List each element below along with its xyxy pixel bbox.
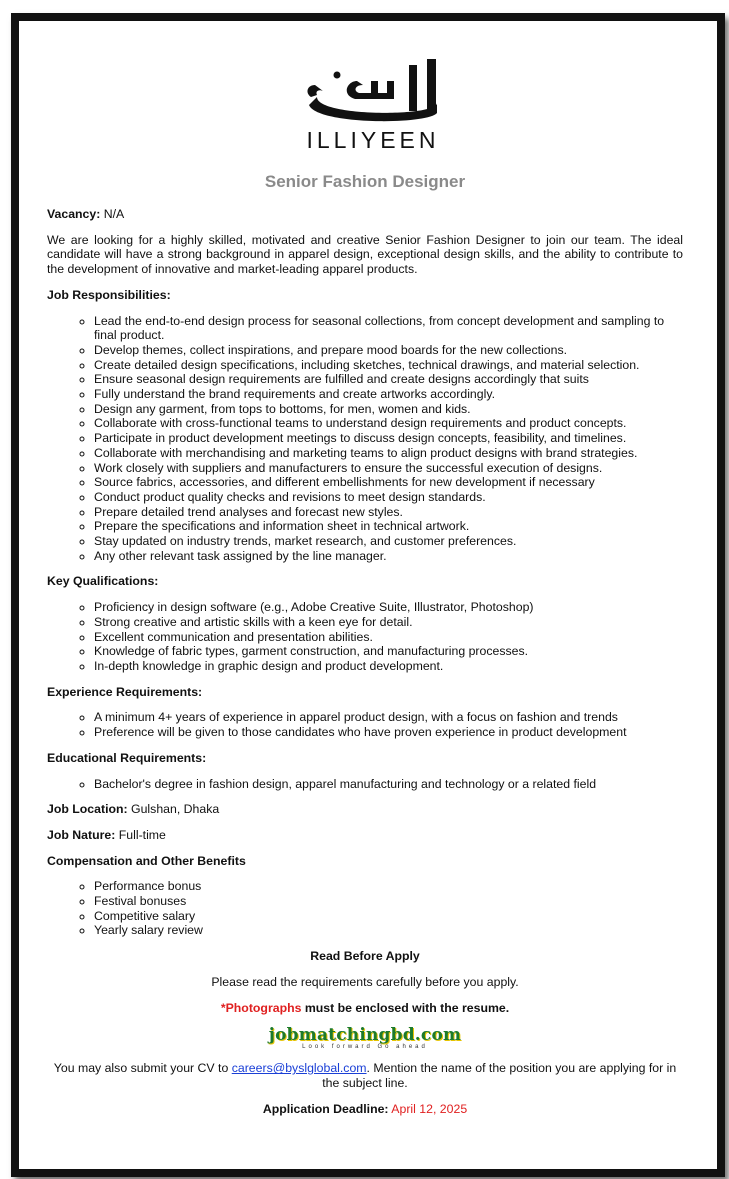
brand-name: jobmatchingbd.com (268, 1025, 462, 1046)
list-item: ◦ Performance bonus (94, 879, 683, 894)
vacancy-value: N/A (103, 207, 125, 221)
nature-value: Full-time (118, 827, 166, 842)
list-item: ◦ Excellent communication and presentation abilities. (94, 630, 683, 645)
list-item: ◦ Develop themes, collect inspirations, and prepare mood boards for the new collections. (94, 343, 683, 358)
list-item: ◦ Competitive salary (94, 909, 683, 924)
page-title: Senior Fashion Designer (264, 172, 466, 191)
location-label: Job Location: (47, 802, 128, 817)
arabic-logo-mark (297, 51, 449, 127)
apply-heading: Read Before Apply (310, 949, 420, 964)
list-item: ◦ Work closely with suppliers and manufacturers to ensure the successful execution of designs. (94, 461, 683, 476)
vacancy-line (47, 207, 683, 222)
list-item: ◦ Design any garment, from tops to bottoms, for men, women and kids. (94, 402, 683, 417)
qualifications-heading: Key Qualifications: (47, 574, 159, 589)
education-heading: Educational Requirements: (47, 750, 207, 765)
list-item: ◦ Bachelor's degree in fashion design, apparel manufacturing and technology or a related field (94, 777, 683, 792)
list-item: ◦ Yearly salary review (94, 923, 683, 938)
logo-wordmark: ILLIYEEN (306, 127, 440, 153)
list-item: ◦ Festival bonuses (94, 894, 683, 909)
list-item: ◦ Preference will be given to those candidates who have proven experience in product development (94, 725, 683, 740)
list-item: ◦ A minimum 4+ years of experience in apparel product design, with a focus on fashion and trends (94, 710, 683, 725)
education-list (47, 777, 683, 792)
nature-line (47, 828, 683, 843)
list-item: ◦ Strong creative and artistic skills with a keen eye for detail. (94, 615, 683, 630)
list-item: ◦ Stay updated on industry trends, market research, and customer preferences. (94, 534, 683, 549)
jobmatchingbd-logo (47, 1026, 683, 1051)
list-item: ◦ Prepare the specifications and information sheet in technical artwork. (94, 519, 683, 534)
vacancy-label: Vacancy: (47, 207, 101, 221)
list-item: ◦ Participate in product development meetings to discuss design concepts, feasibility, and timelines. (94, 431, 683, 446)
document-frame (11, 13, 725, 1177)
location-line (47, 802, 683, 817)
list-item: ◦ Create detailed design specifications, including sketches, technical drawings, and material selection. (94, 358, 683, 373)
benefits-heading: Compensation and Other Benefits (47, 853, 246, 868)
job-description (47, 207, 683, 1127)
list-item: ◦ Conduct product quality checks and revisions to meet design standards. (94, 490, 683, 505)
qualifications-list (47, 600, 683, 674)
responsibilities-list (47, 314, 683, 564)
list-item: ◦ Ensure seasonal design requirements are fulfilled and create designs accordingly that suits (94, 372, 683, 387)
deadline-label: Application Deadline: (262, 1101, 389, 1116)
list-item: ◦ Proficiency in design software (e.g., Adobe Creative Suite, Illustrator, Photoshop) (94, 600, 683, 615)
photo-requirement: *Photographs must be enclosed with the resume. (220, 1000, 510, 1015)
deadline-value: April 12, 2025 (391, 1101, 468, 1116)
email-link[interactable]: careers@byslglobal.com (231, 1061, 367, 1076)
brand-tagline: Look forward Go ahead (302, 1044, 428, 1051)
list-item: ◦ Source fabrics, accessories, and different embellishments for new development if necessary (94, 475, 683, 490)
list-item: ◦ Collaborate with cross-functional teams to understand design requirements and product concepts. (94, 416, 683, 431)
list-item: ◦ Prepare detailed trend analyses and forecast new styles. (94, 505, 683, 520)
deadline-line (47, 1102, 683, 1117)
list-item: ◦ In-depth knowledge in graphic design and product development. (94, 659, 683, 674)
list-item: ◦ Fully understand the brand requirements and create artworks accordingly. (94, 387, 683, 402)
benefits-list (47, 879, 683, 938)
list-item: ◦ Collaborate with merchandising and marketing teams to align product designs with brand strategies. (94, 446, 683, 461)
company-logo (297, 51, 449, 155)
photo-requirement-highlight: *Photographs (220, 1000, 302, 1015)
list-item: ◦ Lead the end-to-end design process for seasonal collections, from concept development and sampling to final product. (94, 314, 683, 343)
location-value: Gulshan, Dhaka (131, 802, 220, 817)
intro-paragraph: We are looking for a highly skilled, motivated and creative Senior Fashion Designer to join our team. The ideal candidate will have a strong background in apparel design, exceptional design skills, and the ability to contribute to the development of innovative and market-leading apparel products. (47, 232, 683, 277)
experience-heading: Experience Requirements: (47, 684, 203, 699)
submit-cv-line: You may also submit your CV to careers@byslglobal.com. Mention the name of the position you are applying for in the subject line. (53, 1061, 677, 1090)
experience-list (47, 710, 683, 739)
list-item: ◦ Knowledge of fabric types, garment construction, and manufacturing processes. (94, 644, 683, 659)
list-item: ◦ Any other relevant task assigned by the line manager. (94, 549, 683, 564)
nature-label: Job Nature: (47, 827, 116, 842)
responsibilities-heading: Job Responsibilities: (47, 287, 171, 302)
apply-note: Please read the requirements carefully before you apply. (211, 974, 519, 989)
